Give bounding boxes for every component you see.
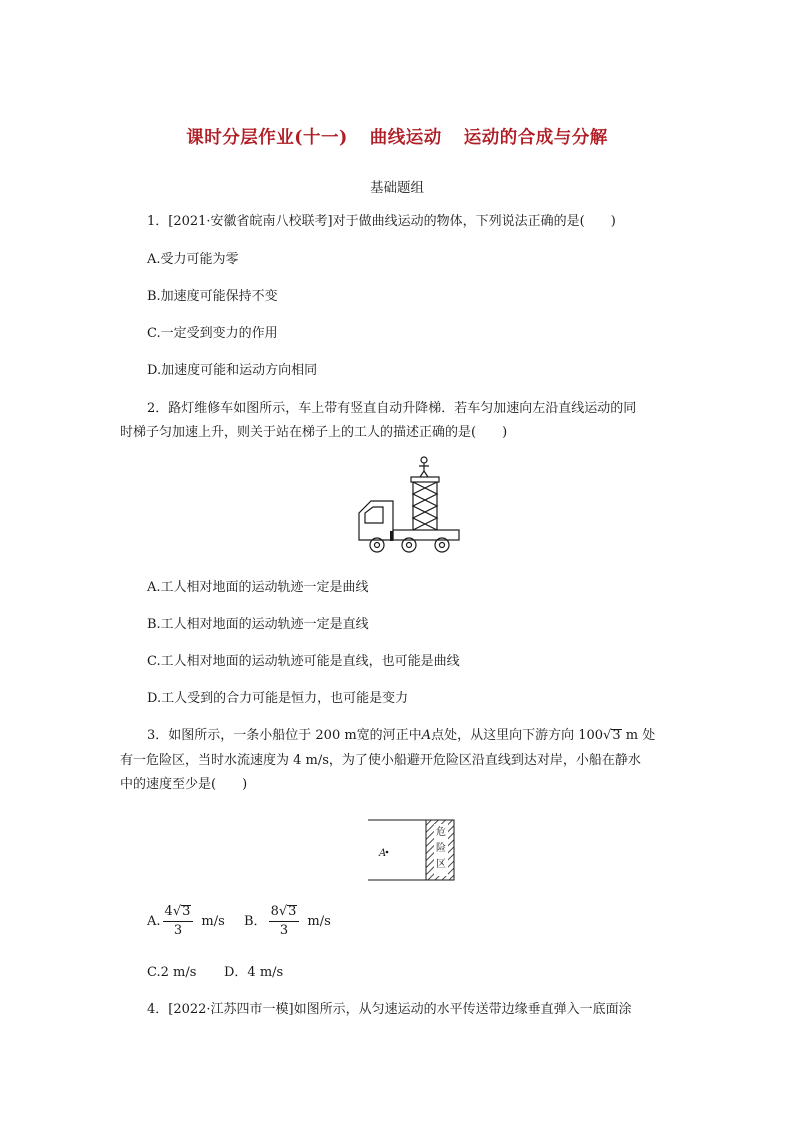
q3-stem-line2: 有一危险区，当时水流速度为 4 m/s，为了使小船避开危险区沿直线到达对岸，小船在静水 xyxy=(120,753,641,768)
danger-char-3: 区 xyxy=(436,859,446,870)
q4-stem-line1: 4．[2022·江苏四市一模]如图所示，从匀速运动的水平传送带边缘垂直弹入一底面涂 xyxy=(147,1002,632,1017)
q2-stem-line2: 时梯子匀加速上升，则关于站在梯子上的工人的描述正确的是( ) xyxy=(120,425,508,440)
q3-point-var: A xyxy=(421,728,432,743)
q3-option-b-fraction: $\frac{8√3}{3}$ xyxy=(269,905,300,938)
q2-stem-line1: 2．路灯维修车如图所示，车上带有竖直自动升降梯．若车匀加速向左沿直线运动的同 xyxy=(147,401,637,416)
q3-stem-part-b: 点处，从这里向下游方向 100 xyxy=(431,728,604,743)
q3-option-a-unit: m/s xyxy=(201,913,225,929)
q3-option-b-sqrt: 3 xyxy=(288,904,297,919)
q2-option-a: A.工人相对地面的运动轨迹一定是曲线 xyxy=(147,580,369,595)
title-part3: 运动的合成与分解 xyxy=(463,128,608,148)
q3-option-a-den: 3 xyxy=(173,923,183,938)
title-part1: 课时分层作业(十一) xyxy=(186,128,348,148)
q3-stem-part-a: 3．如图所示，一条小船位于 200 m宽的河正中 xyxy=(147,728,422,743)
q1-option-d: D.加速度可能和运动方向相同 xyxy=(147,363,318,378)
q3-stem-line1: 3．如图所示，一条小船位于 200 m宽的河正中A点处，从这里向下游方向 100√3 m 处 xyxy=(147,728,656,743)
q3-option-a-fraction: $\frac{4√3}{3}$ xyxy=(163,905,194,938)
q3-option-b-unit: m/s xyxy=(307,913,331,929)
page-title xyxy=(0,124,794,149)
q3-option-a-sqrt: 3 xyxy=(182,904,191,919)
section-heading: 基础题组 xyxy=(370,180,424,196)
q3-option-a xyxy=(147,905,225,938)
title-part2: 曲线运动 xyxy=(369,128,442,148)
q1-option-a: A.受力可能为零 xyxy=(147,252,239,267)
q1-option-b: B.加速度可能保持不变 xyxy=(147,289,278,304)
danger-char-2: 险 xyxy=(436,843,446,854)
q1-option-c: C.一定受到变力的作用 xyxy=(147,326,278,341)
q3-stem-line3: 中的速度至少是( ) xyxy=(120,777,248,792)
q3-option-a-num: 4 xyxy=(164,904,173,919)
q3-stem-sqrt: 3 xyxy=(612,728,621,743)
danger-char-1: 危 xyxy=(436,827,446,838)
q3-option-a-prefix: A. xyxy=(147,913,161,929)
q2-option-d: D.工人受到的合力可能是恒力，也可能是变力 xyxy=(147,691,409,706)
q3-option-d: D．4 m/s xyxy=(224,965,284,980)
q3-option-b-den: 3 xyxy=(279,923,289,938)
q3-option-c: C.2 m/s xyxy=(147,965,197,980)
q3-stem-part-c: m 处 xyxy=(621,728,656,743)
q2-option-c: C.工人相对地面的运动轨迹可能是直线，也可能是曲线 xyxy=(147,654,460,669)
q3-option-b-num: 8 xyxy=(270,904,279,919)
q1-stem: 1．[2021·安徽省皖南八校联考]对于做曲线运动的物体，下列说法正确的是( ) xyxy=(147,214,616,229)
danger-zone-label xyxy=(435,825,447,873)
q2-option-b: B.工人相对地面的运动轨迹一定是直线 xyxy=(147,617,369,632)
river-point-label: A xyxy=(379,848,387,859)
q3-option-b xyxy=(244,905,331,938)
q3-option-b-prefix: B． xyxy=(244,913,267,929)
repair-truck-figure xyxy=(355,455,465,557)
